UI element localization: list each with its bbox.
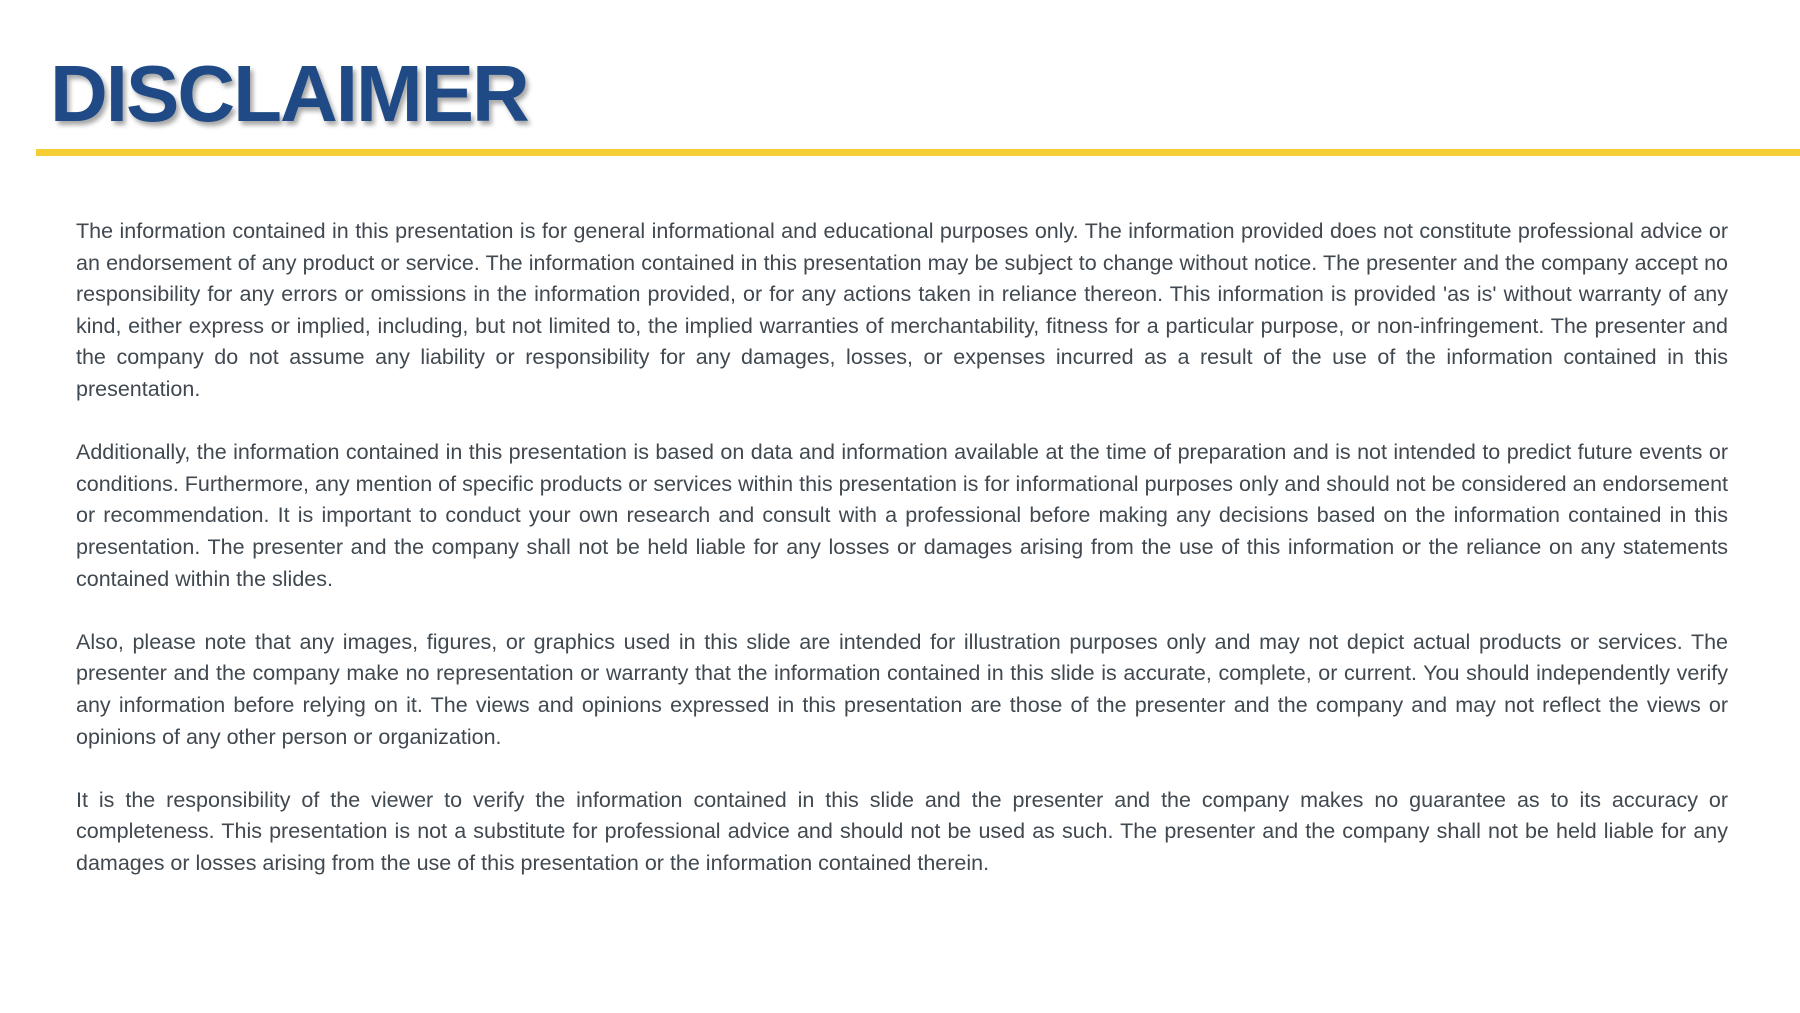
disclaimer-paragraph-3: Also, please note that any images, figures, or graphics used in this slide are intended for illustration purposes only and may not depict actual products or services. The presenter and the company make no representation or warranty that the information contained in this slide is accurate, complete, or current. You should independently verify any information before relying on it. The views and opinions expressed in this presentation are those of the presenter and the company and may not reflect the views or opinions of any other person or organization. [76, 629, 1728, 749]
title-underline-divider [36, 149, 1800, 156]
disclaimer-paragraph-2: Additionally, the information contained in this presentation is based on data and information available at the time of preparation and is not intended to predict future events or conditions. Furthermore, any mention of specific products or services within this presentation is for informational purposes only and should not be considered an endorsement or recommendation. It is important to conduct your own research and consult with a professional before making any decisions based on the information contained in this presentation. The presenter and the company shall not be held liable for any losses or damages arising from the use of this information or the reliance on any statements contained within the slides. [76, 440, 1728, 591]
disclaimer-body [76, 216, 1728, 879]
disclaimer-paragraph-1: The information contained in this presentation is for general informational and educational purposes only. The information provided does not constitute professional advice or an endorsement of any product or service. The information contained in this presentation may be subject to change without notice. The presenter and the company accept no responsibility for any errors or omissions in the information provided, or for any actions taken in reliance thereon. This information is provided 'as is' without warranty of any kind, either express or implied, including, but not limited to, the implied warranties of merchantability, fitness for a particular purpose, or non-infringement. The presenter and the company do not assume any liability or responsibility for any damages, losses, or expenses incurred as a result of the use of the information contained in this presentation. [76, 219, 1728, 401]
slide-title: DISCLAIMER [50, 49, 528, 138]
disclaimer-paragraph-4: It is the responsibility of the viewer to verify the information contained in this slide and the presenter and the company makes no guarantee as to its accuracy or completeness. This presentation is not a substitute for professional advice and should not be used as such. The presenter and the company shall not be held liable for any damages or losses arising from the use of this presentation or the information contained therein. [76, 787, 1728, 875]
